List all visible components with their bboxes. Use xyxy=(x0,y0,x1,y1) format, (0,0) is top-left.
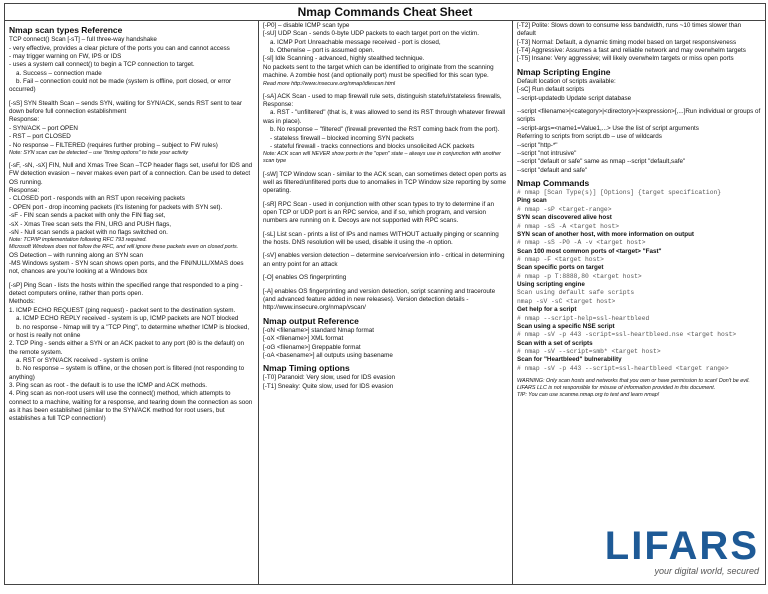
text-line: [-sW] TCP Window scan - similar to the ACK scan, can sometimes detect open ports as well as filtered/unfiltered ports due to anomalies in TCP Window size reporting by some operating. xyxy=(263,170,509,195)
text-line: [-sC] Run default scripts xyxy=(517,86,585,94)
text-line: --script-args=<name1=Value1,...> Use the list of script arguments xyxy=(517,124,699,132)
section-heading: Nmap Commands xyxy=(517,177,590,188)
text-line: a. RST - "unfiltered" (that is, it was allowed to send its RST through whatever firewall was in place). xyxy=(263,109,507,125)
command-line: nmap -sV -sC <target host> xyxy=(517,297,616,305)
text-line: --script "default or safe" same as nmap --script "default,safe" xyxy=(517,158,686,166)
text-line: 2. TCP Ping - sends either a SYN or an ACK packet to any port (80 is the default) on the remote system. xyxy=(9,340,246,356)
text-line: - may trigger warning on FW, IPS or IDS xyxy=(9,52,122,60)
text-line: -sN - Null scan sends a packet with no flags switched on. xyxy=(9,228,168,236)
text-line: Scan with a set of scripts xyxy=(517,339,593,347)
text-line: [-sV] enables version detection – determine service/version info - critical in determining an entry point for an attack xyxy=(263,252,507,268)
logo-brand: LIFARS xyxy=(604,524,759,568)
section-heading: Nmap scan types Reference xyxy=(9,25,123,35)
text-line: -sX - Xmas Tree scan sets the FIN, URG and PUSH flags, xyxy=(9,220,172,228)
text-line: Response: xyxy=(263,101,294,109)
logo-tagline: your digital world, secured xyxy=(654,566,759,576)
text-line: Ping scan xyxy=(517,197,547,205)
command-line: # nmap -F <target host> xyxy=(517,256,604,263)
command-line: # nmap -sV --script=smb* <target host> xyxy=(517,347,661,355)
text-line: - OPEN port - drop incoming packets (it's listening for packets with SYN set). xyxy=(9,203,223,211)
text-line: - SYN/ACK – port OPEN xyxy=(9,124,78,132)
text-line: [-T4] Aggressive: Assumes a fast and reliable network and may overwhelm targets xyxy=(517,47,746,55)
command-line: # nmap [Scan Type(s)] [Options] {target specification} xyxy=(517,189,722,197)
text-line: --script-updatedb Update script database xyxy=(517,94,632,102)
text-line: b. No response – system is offline, or the chosen port is filtered (not responding to anything) xyxy=(9,365,246,381)
text-line: - stateful firewall - tracks connections and blocks unsolicited ACK packets xyxy=(263,142,475,150)
columns xyxy=(5,21,765,584)
text-line: [-oN <filename>] standard Nmap format xyxy=(263,326,374,334)
text-line: [-T0] Paranoid: Very slow, used for IDS evasion xyxy=(263,374,395,382)
text-line: b. No response – "filtered" (firewall prevented the RST coming back from the port). xyxy=(263,126,500,134)
text-line: Default location of scripts available: xyxy=(517,77,616,85)
cheat-sheet xyxy=(4,3,766,585)
text-line: Scan for "Heartbleed" bulnerability xyxy=(517,356,622,364)
text-line: [-sU] UDP Scan - sends 0-byte UDP packets to each target port on the victim. xyxy=(263,30,480,38)
text-line: [-T5] Insane: Very aggressive; will likely overwhelm targets or miss open ports xyxy=(517,55,734,63)
column-scan-types xyxy=(5,21,259,584)
text-line: 1. ICMP ECHO REQUEST (ping request) - packet sent to the destination system. xyxy=(9,306,236,314)
text-line: [-sP] Ping Scan - lists the hosts within the specified range that responded to a ping - detect computers online, rather than ports open. xyxy=(9,281,245,298)
text-line: --script <filename>|<category>|<directory>|<expression>[,...]Run individual or groups of scripts xyxy=(517,108,763,124)
text-line: Microsoft Windows does not follow the RFC, and will ignore these packets even on closed ports. xyxy=(9,244,239,251)
text-line: [-A] enables OS fingerprinting and version detection, script scanning and traceroute (and advanced feature added in new releases). Version detection details - http://www.insecure.org/nmap/vscan/ xyxy=(263,287,497,312)
command-line: # nmap -sV -p 443 --script=ssl-heartbleed <target range> xyxy=(517,364,729,372)
text-line: a. ICMP Port Unreachable message received - port is closed, xyxy=(263,38,441,46)
section-heading: Nmap Timing options xyxy=(263,363,350,374)
section-heading: Nmap output Reference xyxy=(263,315,359,326)
text-line: --script "not intrusive" xyxy=(517,149,577,157)
text-line: [-T3] Normal: Default, a dynamic timing model based on target responsiveness xyxy=(517,38,737,46)
text-line: [-sL] List scan - prints a list of IPs and names WITHOUT actually pinging or scanning the hosts. DNS resolution will be used, disable it using the -n option. xyxy=(263,230,501,247)
text-line: [-sI] Idle Scanning - advanced, highly stealthed technique. xyxy=(263,55,425,63)
text-line: [-T1] Sneaky: Quite slow, used for IDS evasion xyxy=(263,382,394,390)
text-line: - stateless firewall – blocked incoming SYN packets xyxy=(263,134,414,142)
text-line: 3. Ping scan as root - the default is to use the ICMP and ACK methods. xyxy=(9,382,207,390)
text-line: [-sF, -sN, -sX] FIN, Null and Xmas Tree Scan –TCP header flags set, useful for IDS and FW detection evasion – never makes even part of a connection. Can be used to detect OS running. xyxy=(9,162,254,186)
text-line: b. Fail – connection could not be made (system is offline, port closed, or error occurred) xyxy=(9,77,233,94)
text-line: b. Otherwise – port is assumed open. xyxy=(263,47,375,55)
command-line: # nmap -sV -p 443 -script=ssl-heartbleed.nse <target host> xyxy=(517,331,737,339)
text-line: WARNING: Only scan hosts and networks that you own or have permission to scan! Don't be evil. LIFARS LLC is not responsible for misuse of information provided in this document. xyxy=(517,378,752,392)
text-line: -MS Windows system - SYN scan shows open ports, and the FIN/NULL/XMAS does not, chances are you're looking at a Windows box xyxy=(9,260,246,276)
page-title: Nmap Commands Cheat Sheet xyxy=(5,4,765,21)
text-line: Note: SYN scan can be detected – use "timing options" to hide your activity xyxy=(9,149,189,156)
text-line: TCP connect() Scan [-sT] – full three-way handshake xyxy=(9,36,157,44)
text-line: a. ICMP ECHO REPLY received - system is up, ICMP packets are NOT blocked xyxy=(9,315,239,323)
text-line: -sF - FIN scan sends a packet with only the FIN flag set, xyxy=(9,212,166,220)
text-line: --script "http-*" xyxy=(517,141,558,149)
column-timing-scripting-commands xyxy=(513,21,765,584)
text-line: SYN scan of another host, with more information on output xyxy=(517,230,695,238)
text-line: - No response – FILTERED (requires further probing – subject to FW rules) xyxy=(9,141,218,149)
text-line: - RST – port CLOSED xyxy=(9,133,71,141)
text-line: Using scripting engine xyxy=(517,281,585,289)
text-line: [-sS] SYN Stealth Scan – sends SYN, waiting for SYN/ACK, sends RST sent to tear down before full connection establishment xyxy=(9,99,244,116)
text-line: b. no response - Nmap will try a "TCP Ping", to determine whether ICMP is blocked, or host is really not online xyxy=(9,323,251,339)
column-scan-options xyxy=(259,21,513,584)
text-line: Scan 100 most common ports of <target> "Fast" xyxy=(517,247,662,255)
text-line: [-oA <basename>] all outputs using basename xyxy=(263,351,393,359)
text-line: Read more http://www.insecure.org/nmap/idlescan.html xyxy=(263,80,396,87)
text-line: --script "default and safe" xyxy=(517,166,588,174)
text-line: [-oG <filename>] Greppable format xyxy=(263,343,361,351)
text-line: [-oX <filename>] XML format xyxy=(263,335,344,343)
command-line: # nmap -p T:8888,80 <target host> xyxy=(517,272,642,280)
text-line: a. RST or SYN/ACK received - system is online xyxy=(9,356,149,364)
text-line: [-sA] ACK Scan - used to map firewall rule sets, distinguish stateful/stateless firewalls, xyxy=(263,92,502,100)
text-line: 4. Ping scan as non-root users will use the connect() method, which attempts to connect to a machine, waiting for a response, and tearing down the connection as soon as it has been established (similar to the SYN/ACK method for root users, but establishes a full TCP connection!) xyxy=(9,390,255,423)
text-line: Methods: xyxy=(9,298,35,306)
text-line: a. Success – connection made xyxy=(9,69,102,77)
text-line: OS Detection – with running along an SYN scan xyxy=(9,251,144,259)
text-line: [-P0] – disable ICMP scan type xyxy=(263,22,350,29)
command-line: # nmap -sS -P0 -A -v <target host> xyxy=(517,239,646,247)
text-line: No packets sent to the target which can be identified to originate from the scanning machine. A zombie host (and optionally port) must be specified for this scan type. xyxy=(263,63,496,80)
text-line: Note: ACK scan will NEVER show ports in the "open" state – always use in conjunction with another scan type xyxy=(263,151,503,165)
lifars-logo xyxy=(605,526,759,576)
text-line: - very effective, provides a clear picture of the ports you can and cannot access xyxy=(9,44,230,52)
text-line: Note: TCP/IP implementation following RFC 793 required. xyxy=(9,237,147,244)
text-line: [-T2] Polite: Slows down to consume less bandwidth, runs ~10 times slower than default xyxy=(517,22,743,38)
text-line: [-sR] RPC Scan - used in conjunction with other scan types to try to determine if an open TCP or UDP port is an RPC service, and if so, which program, and version numbers are running on it. Decoys are not supported with RPC scans. xyxy=(263,200,496,225)
text-line: TIP: You can use scanme.nmap.org to test and learn nmap! xyxy=(517,392,660,399)
text-line: Response: xyxy=(9,116,40,124)
text-line: - CLOSED port - responds with an RST upon receiving packets xyxy=(9,195,185,203)
text-line: Get help for a script xyxy=(517,306,577,314)
text-line: Response: xyxy=(9,187,40,195)
text-line: Scan specific ports on target xyxy=(517,264,604,272)
command-line: # nmap --script-help=ssl-heartbleed xyxy=(517,314,650,322)
command-line: # nmap -sP <target-range> xyxy=(517,205,612,213)
text-line: SYN scan discovered alive host xyxy=(517,214,612,222)
command-line: Scan using default safe scripts xyxy=(517,289,635,297)
text-line: - uses a system call connect() to begin a TCP connection to target. xyxy=(9,61,195,69)
text-line: Scan using a specific NSE script xyxy=(517,322,615,330)
command-line: # nmap -sS -A <target host> xyxy=(517,222,620,230)
text-line: Referring to scripts from script.db – use of wildcards xyxy=(517,133,662,141)
text-line: [-O] enables OS fingerprinting xyxy=(263,274,347,282)
section-heading: Nmap Scripting Engine xyxy=(517,66,611,77)
